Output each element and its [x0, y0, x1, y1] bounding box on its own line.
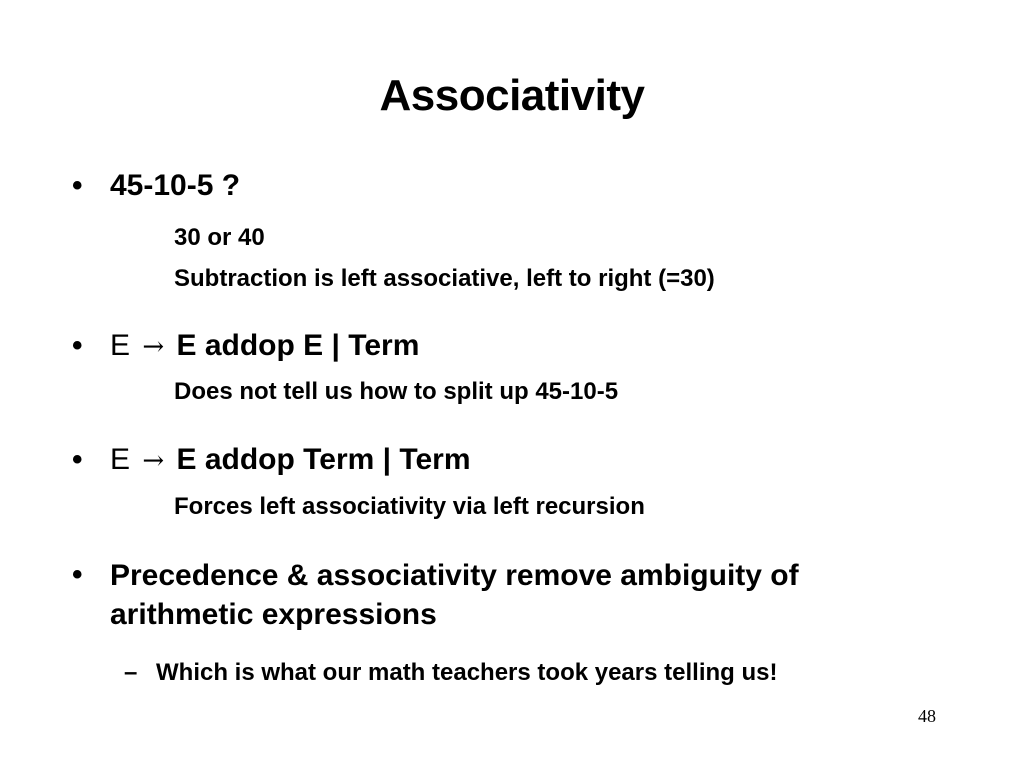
grammar-rhs: E addop Term | Term: [176, 443, 471, 476]
derives-arrow-icon: →: [142, 446, 165, 476]
bullet-text: 45-10-5 ?: [110, 169, 241, 202]
slide-title: Associativity: [379, 71, 645, 120]
sub-item-text: Forces left associativity via left recursion: [174, 493, 645, 520]
bullet-marker: •: [72, 558, 83, 591]
bullet-marker: •: [72, 443, 83, 476]
sub-item-text: Does not tell us how to split up 45-10-5: [174, 378, 619, 405]
grammar-rule: [110, 327, 419, 366]
grammar-rhs: E addop E | Term: [176, 329, 420, 362]
sub-item-text: Subtraction is left associative, left to right (=30): [174, 265, 715, 292]
grammar-rule: [110, 441, 471, 480]
sub-item-text: 30 or 40: [174, 224, 265, 251]
derives-arrow-icon: →: [142, 332, 165, 362]
sub-bullet-item: [124, 658, 777, 688]
page-number: 48: [918, 706, 936, 726]
grammar-lhs: E: [110, 443, 131, 476]
dash-marker: –: [124, 659, 138, 686]
sub-bullet-text: Which is what our math teachers took years telling us!: [156, 659, 778, 686]
bullet-marker: •: [72, 329, 83, 362]
bullet-text: Precedence & associativity remove ambiguity of arithmetic expressions: [110, 559, 799, 631]
bullet-marker: •: [72, 169, 83, 202]
grammar-lhs: E: [110, 329, 131, 362]
